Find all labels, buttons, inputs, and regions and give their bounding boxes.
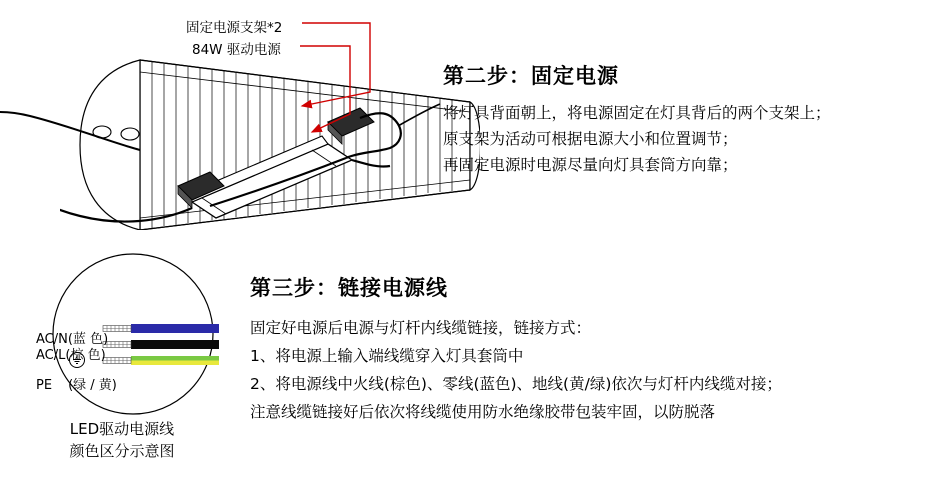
step3-line-4: 注意线缆链接好后依次将线缆使用防水绝缘胶带包装牢固，以防脱落 [250,403,716,421]
legend-caption-line-1: LED驱动电源线 [69,420,175,438]
legend-caption [22,418,222,462]
step2-line-1: 将灯具背面朝上，将电源固定在灯具背后的两个支架上； [443,104,831,122]
step2-line-3: 再固定电源时电源尽量向灯具套筒方向靠； [443,156,738,174]
external-wire [0,90,140,170]
step3-line-1: 固定好电源后电源与灯杆内线缆链接，链接方式： [250,319,592,337]
legend-color-pe: (绿 / 黄) [68,378,117,393]
callout-leader-lines [180,14,400,154]
wire-ac-n [103,324,219,333]
legend-label-pe [36,374,117,393]
callout-driver-label: 84W 驱动电源 [192,42,281,58]
wire-ac-l [103,340,219,349]
step2-title: 第二步：固定电源 [443,64,619,88]
legend-caption-line-2: 颜色区分示意图 [69,442,175,460]
legend-name-ac-n: AC/N [36,332,68,347]
step3-block [250,272,782,426]
step2-line-2: 原支架为活动可根据电源大小和位置调节； [443,130,738,148]
callout-bracket-label: 固定电源支架*2 [186,20,283,36]
step2-block [443,60,831,178]
step3-line-3: 2、将电源线中火线(棕色)、零线(蓝色)、地线(黄/绿)依次与灯杆内线缆对接； [250,375,782,393]
legend-label-ac-l [36,344,106,363]
step3-title: 第三步：链接电源线 [250,276,448,300]
legend-color-ac-n: (蓝 色) [67,332,109,347]
legend-name-ac-l: AC/L [36,348,66,363]
legend-color-ac-l: (棕 色) [65,348,106,363]
wire-pe [103,356,219,365]
step3-line-2: 1、将电源上输入端线缆穿入灯具套筒中 [250,347,524,365]
legend-name-pe: PE [36,378,53,393]
